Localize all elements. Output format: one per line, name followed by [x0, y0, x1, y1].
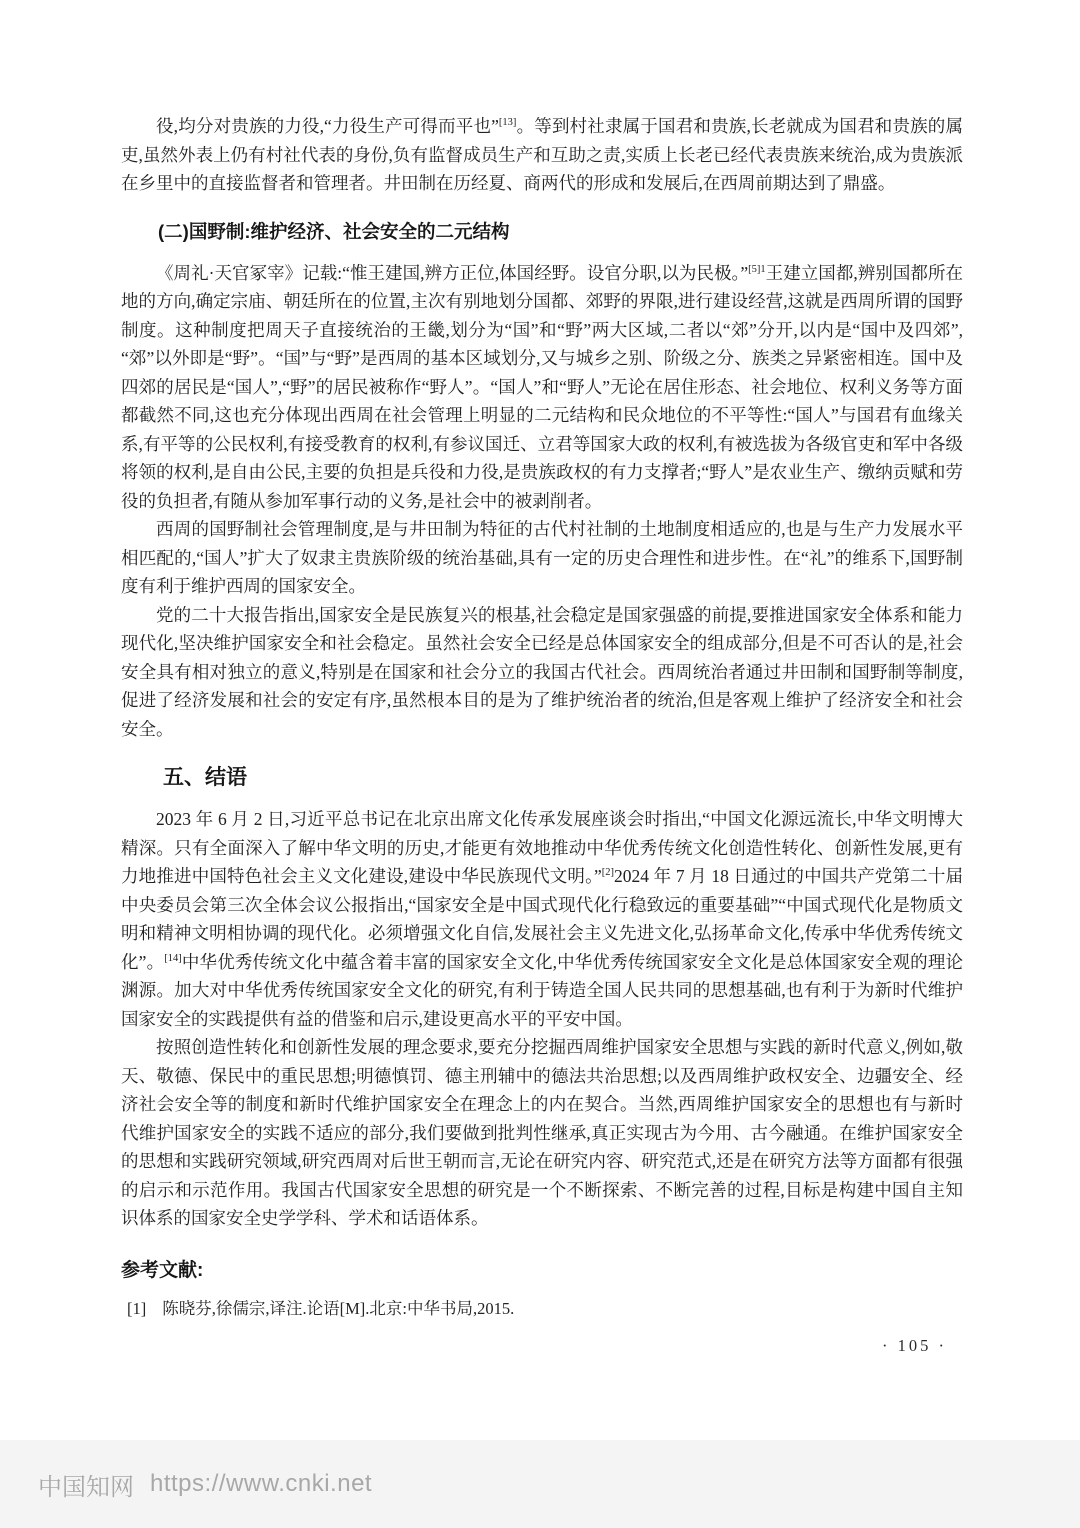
heading-conclusion-section: 五、结语	[163, 766, 247, 789]
reference-item-1	[121, 1296, 963, 1322]
paragraph-2023-speech: 2023 年 6 月 2 日,习近平总书记在北京出席文化传承发展座谈会时指出,“中国文化源远流长,中华文明博大精深。只有全面深入了解中华文明的历史,才能更有效地推动中华优秀传统文化创造性转化、创新性发展,更有力地推进中国特色社会主义文化建设,建设中华民族现代文明。”[2]2024 年 7 月 18 日通过的中国共产党第二十届中央委员会第三次全体会议公报指出,“国家安全是中国式现代化行稳致远的重要基础”“中国式现代化是物质文明和精神文明相协调的现代化。必须增强文化自信,发展社会主义先进文化,弘扬革命文化,传承中华优秀传统文化”。[14]中华优秀传统文化中蕴含着丰富的国家安全文化,中华优秀传统国家安全文化是总体国家安全观的理论渊源。加大对中华优秀传统国家安全文化的研究,有利于铸造全国人民共同的思想基础,也有利于为新时代维护国家安全的实践提供有益的借鉴和启示,建设更高水平的平安中国。	[121, 809, 963, 1029]
paragraph-ershida-report: 党的二十大报告指出,国家安全是民族复兴的根基,社会稳定是国家强盛的前提,要推进国家安全体系和能力现代化,坚决维护国家安全和社会稳定。虽然社会安全已经是总体国家安全的组成部分,但是不可否认的是,社会安全具有相对独立的意义,特别是在国家和社会分立的我国古代社会。西周统治者通过井田制和国野制等制度,促进了经济发展和社会的安定有序,虽然根本目的是为了维护统治者的统治,但是客观上维护了经济安全和社会安全。	[121, 604, 963, 739]
heading-guoye-system: (二)国野制:维护经济、社会安全的二元结构	[158, 220, 510, 242]
cnki-url-text: https://www.cnki.net	[150, 1470, 373, 1497]
paragraph-jingtian-conclusion: 役,均分对贵族的力役,“力役生产可得而平也”[13]。等到村社隶属于国君和贵族,长老就成为国君和贵族的属吏,虽然外表上仍有村社代表的身份,负有监督成员生产和互助之责,实质上长老已经代表贵族来统治,成为贵族派在乡里中的直接监督者和管理者。井田制在历经夏、商两代的形成和发展后,在西周前期达到了鼎盛。	[121, 116, 963, 193]
reference-text: 陈晓芬,徐儒宗,译注.论语[M].北京:中华书局,2015.	[162, 1298, 515, 1318]
page-number: · 105 ·	[882, 1335, 947, 1355]
paragraph-zhouli-guoye: 《周礼·天官冢宰》记载:“惟王建国,辨方正位,体国经野。设官分职,以为民极。”$^{[5]1}$王建立国都,辨别国都所在地的方向,确定宗庙、朝廷所在的位置,主次有别地划分国都、郊野的界限,进行建设经营,这就是西周所谓的国野制度。这种制度把周天子直接统治的王畿,划分为“国”和“野”两大区域,二者以“郊”分开,以内是“国中及四郊”,“郊”以外即是“野”。“国”与“野”是西周的基本区域划分,又与城乡之别、阶级之分、族类之异紧密相连。国中及四郊的居民是“国人”,“野”的居民被称作“野人”。“国人”和“野人”无论在居住形态、社会地位、权利义务等方面都截然不同,这也充分体现出西周在社会管理上明显的二元结构和民众地位的不平等性:“国人”与国君有血缘关系,有平等的公民权利,有接受教育的权利,有参议国迁、立君等国家大政的权利,有被选拔为各级官吏和军中各级将领的权利,是自由公民,主要的负担是兵役和力役,是贵族政权的有力支撑者;“野人”是农业生产、缴纳贡赋和劳役的负担者,有随从参加军事行动的义务,是社会中的被剥削者。	[121, 262, 963, 511]
reference-label: [1]	[127, 1298, 147, 1318]
paragraph-creative-transformation: 按照创造性转化和创新性发展的理念要求,要充分挖掘西周维护国家安全思想与实践的新时代意义,例如,敬天、敬德、保民中的重民思想;明德慎罚、德主刑辅中的德法共治思想;以及西周维护政权安全、边疆安全、经济社会安全等的制度和新时代维护国家安全在理念上的内在契合。当然,西周维护国家安全的思想也有与新时代维护国家安全的实践不适应的部分,我们要做到批判性继承,真正实现古为今用、古今融通。在维护国家安全的思想和实践研究领域,研究西周对后世王朝而言,无论在研究内容、研究范式,还是在研究方法等方面都有很强的启示和示范作用。我国古代国家安全思想的研究是一个不断探索、不断完善的过程,目标是构建中国自主知识体系的国家安全史学学科、学术和话语体系。	[121, 1037, 963, 1228]
cnki-brand-text: 中国知网	[38, 1473, 134, 1501]
cnki-footer-watermark	[0, 1440, 1080, 1528]
references-heading: 参考文献:	[121, 1259, 204, 1281]
paragraph-guoye-evaluation: 西周的国野制社会管理制度,是与井田制为特征的古代村社制的土地制度相适应的,也是与生产力发展水平相匹配的,“国人”扩大了奴隶主贵族阶级的统治基础,具有一定的历史合理性和进步性。在“礼”的维系下,国野制度有利于维护西周的国家安全。	[121, 519, 963, 596]
article-body	[121, 112, 963, 1356]
